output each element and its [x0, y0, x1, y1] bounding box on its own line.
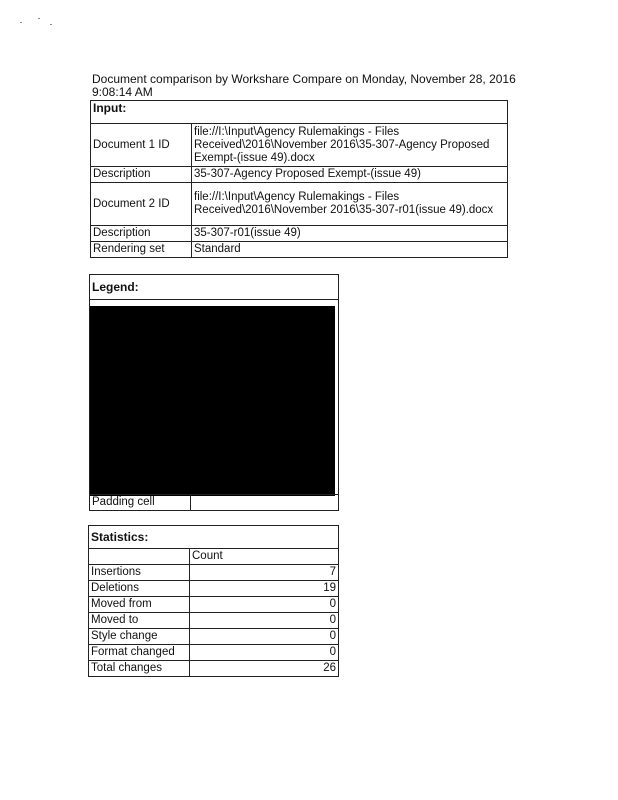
description-1-value: 35-307-Agency Proposed Exempt-(issue 49)	[192, 167, 508, 183]
table-row	[89, 645, 339, 661]
description-2-label: Description	[91, 226, 192, 242]
comparison-header	[92, 73, 532, 99]
table-row	[91, 183, 508, 226]
input-table	[90, 100, 508, 258]
statistics-count-header: Count	[190, 549, 339, 565]
header-line-1: Document comparison by Workshare Compare on Monday, November 28, 2016	[92, 72, 516, 86]
table-row	[89, 613, 339, 629]
style-change-count: 0	[190, 629, 339, 645]
scan-speck	[38, 18, 40, 19]
moved-from-label: Moved from	[89, 597, 190, 613]
table-row	[91, 167, 508, 183]
rendering-set-label: Rendering set	[91, 242, 192, 258]
moved-to-count: 0	[190, 613, 339, 629]
input-title-row	[91, 101, 508, 124]
insertions-count: 7	[190, 565, 339, 581]
table-row	[89, 565, 339, 581]
statistics-blank-header	[89, 549, 190, 565]
total-changes-count: 26	[190, 661, 339, 677]
scan-speck	[20, 22, 22, 23]
padding-cell-label: Padding cell	[90, 495, 191, 511]
document-1-id-label: Document 1 ID	[91, 124, 192, 167]
total-changes-label: Total changes	[89, 661, 190, 677]
input-title: Input:	[91, 101, 508, 124]
table-row	[89, 661, 339, 677]
table-row	[91, 242, 508, 258]
format-changed-label: Format changed	[89, 645, 190, 661]
deletions-count: 19	[190, 581, 339, 597]
description-2-value: 35-307-r01(issue 49)	[192, 226, 508, 242]
table-row	[89, 629, 339, 645]
legend-title: Legend:	[90, 275, 339, 300]
document-2-id-value: file://I:\Input\Agency Rulemakings - Files Received\2016\November 2016\35-307-r01(issue 49).docx	[192, 183, 508, 226]
moved-to-label: Moved to	[89, 613, 190, 629]
statistics-title: Statistics:	[89, 526, 339, 549]
table-row	[91, 124, 508, 167]
table-row	[89, 581, 339, 597]
rendering-set-value: Standard	[192, 242, 508, 258]
moved-from-count: 0	[190, 597, 339, 613]
legend-redacted-block	[90, 306, 335, 496]
description-1-label: Description	[91, 167, 192, 183]
statistics-table	[88, 525, 339, 677]
table-row	[89, 597, 339, 613]
style-change-label: Style change	[89, 629, 190, 645]
document-1-id-value: file://I:\Input\Agency Rulemakings - Files Received\2016\November 2016\35-307-Agency Proposed Exempt-(issue 49).docx	[192, 124, 508, 167]
padding-cell-sample	[191, 495, 339, 511]
deletions-label: Deletions	[89, 581, 190, 597]
legend-padding-row	[89, 494, 339, 511]
format-changed-count: 0	[190, 645, 339, 661]
header-line-2: 9:08:14 AM	[92, 85, 153, 99]
table-row	[91, 226, 508, 242]
insertions-label: Insertions	[89, 565, 190, 581]
document-2-id-label: Document 2 ID	[91, 183, 192, 226]
scan-speck	[50, 24, 52, 25]
